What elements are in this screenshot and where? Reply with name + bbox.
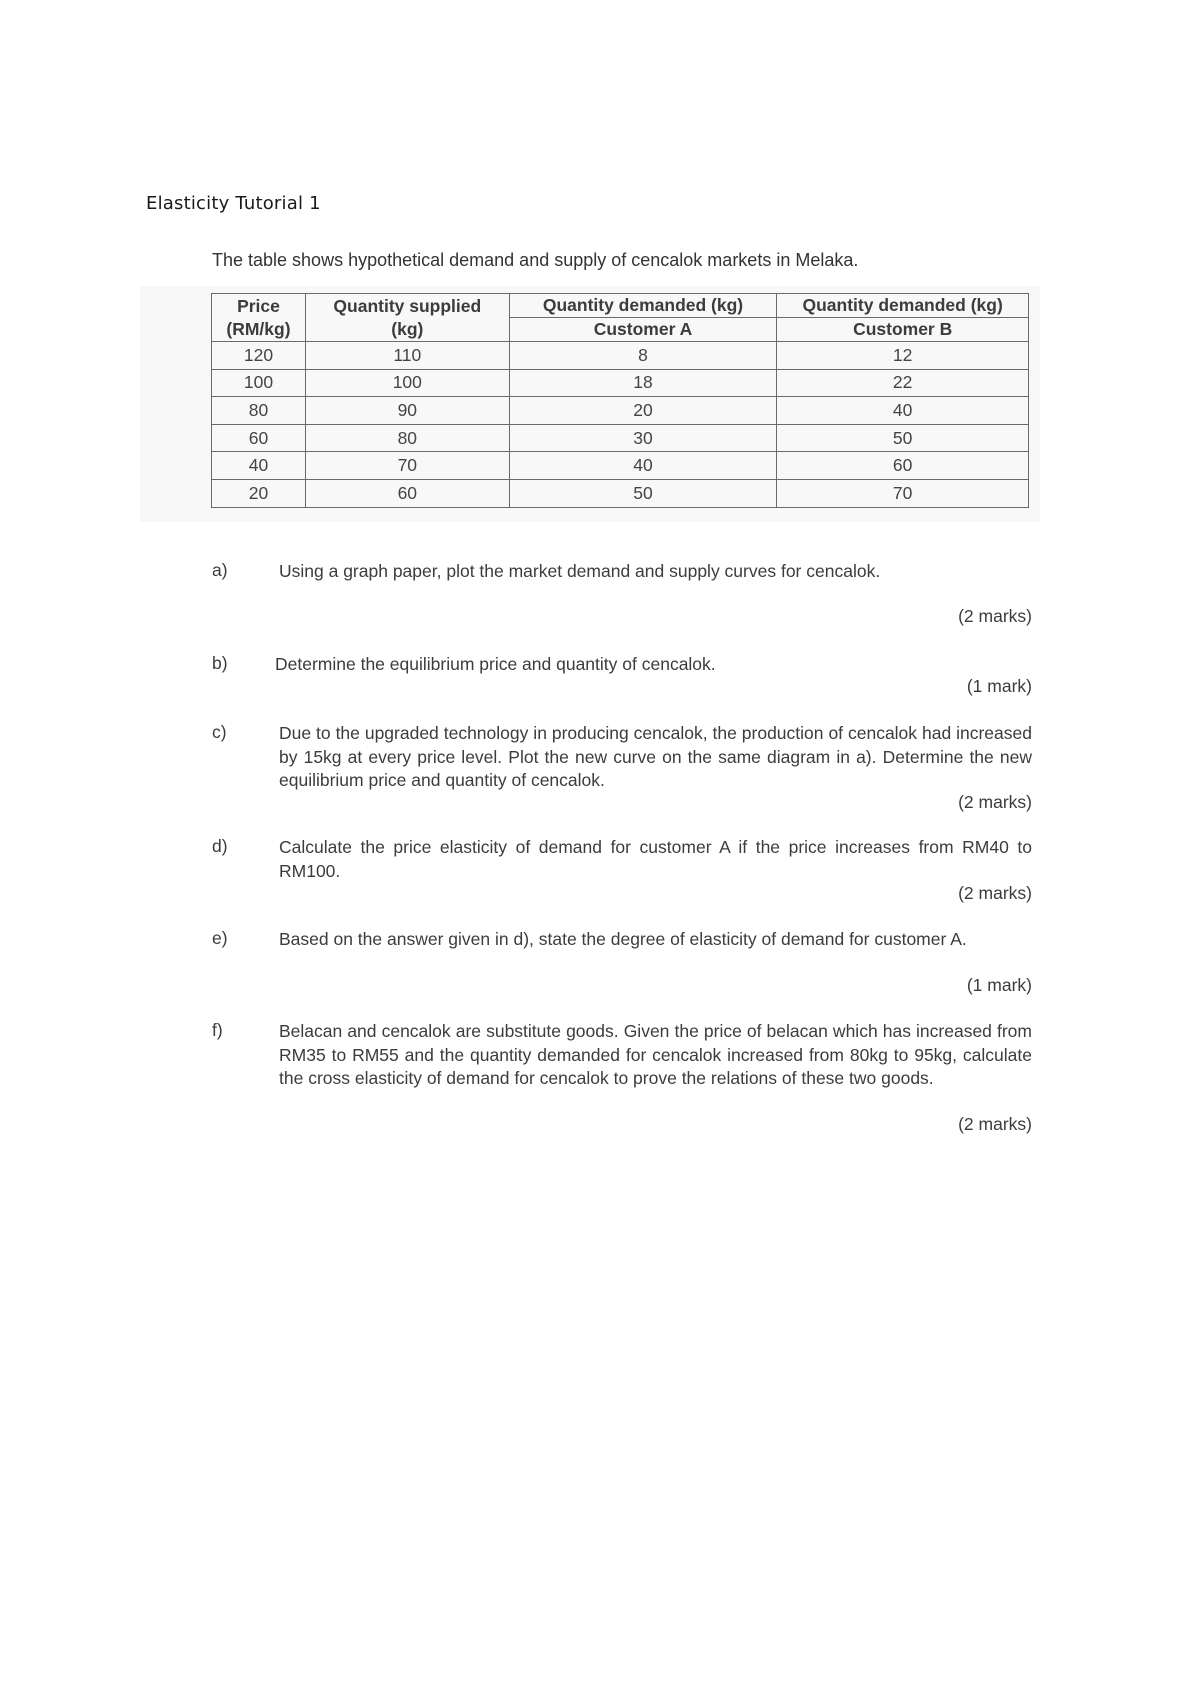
cell-price: 80 — [212, 397, 306, 425]
cell-supplied: 110 — [305, 342, 509, 370]
table-row — [212, 452, 1029, 480]
question-text: Calculate the price elasticity of demand for customer A if the price increases from RM40 to RM100. — [279, 837, 1032, 881]
cell-supplied: 100 — [305, 369, 509, 397]
question-marks: (2 marks) — [958, 1114, 1032, 1134]
question-marks: (2 marks) — [958, 606, 1032, 626]
cell-price: 100 — [212, 369, 306, 397]
cell-price: 40 — [212, 452, 306, 480]
question-marks: (1 mark) — [966, 676, 1032, 696]
question-marks: (2 marks) — [958, 883, 1032, 903]
question-label: f) — [212, 1020, 223, 1040]
table-row — [212, 369, 1029, 397]
question-text: Belacan and cencalok are substitute goods. Given the price of belacan which has increased from RM35 to RM55 and the quantity demanded for cencalok increased from 80kg to 95kg, calculate the cross elasticity of demand for cencalok to prove the relations of these two goods. — [279, 1021, 1032, 1088]
cell-demand-a: 8 — [509, 342, 777, 370]
question-label: d) — [212, 836, 228, 856]
cell-demand-b: 50 — [777, 424, 1029, 452]
cell-demand-a: 40 — [509, 452, 777, 480]
cell-supplied: 80 — [305, 424, 509, 452]
header-demand-b: Quantity demanded (kg) — [777, 294, 1029, 318]
question-label: c) — [212, 722, 227, 742]
header-customer-a: Customer A — [509, 318, 777, 342]
cell-demand-a: 30 — [509, 424, 777, 452]
question-text: Determine the equilibrium price and quantity of cencalok. — [275, 654, 716, 674]
cell-demand-a: 20 — [509, 397, 777, 425]
intro-text: The table shows hypothetical demand and supply of cencalok markets in Melaka. — [212, 250, 859, 270]
cell-demand-b: 12 — [777, 342, 1029, 370]
table-row — [212, 342, 1029, 370]
question-text: Based on the answer given in d), state the degree of elasticity of demand for customer A. — [279, 929, 967, 949]
data-table — [211, 293, 1029, 508]
cell-price: 20 — [212, 479, 306, 507]
header-demand-a: Quantity demanded (kg) — [509, 294, 777, 318]
cell-supplied: 60 — [305, 479, 509, 507]
cell-demand-a: 50 — [509, 479, 777, 507]
question-label: b) — [212, 653, 228, 673]
table-row — [212, 479, 1029, 507]
header-price: Price (RM/kg) — [212, 294, 306, 342]
cell-supplied: 70 — [305, 452, 509, 480]
table-row — [212, 397, 1029, 425]
header-quantity-supplied: Quantity supplied (kg) — [305, 294, 509, 342]
table-row — [212, 424, 1029, 452]
cell-demand-b: 22 — [777, 369, 1029, 397]
cell-demand-a: 18 — [509, 369, 777, 397]
question-label: a) — [212, 560, 228, 580]
cell-price: 120 — [212, 342, 306, 370]
cell-price: 60 — [212, 424, 306, 452]
question-text: Using a graph paper, plot the market demand and supply curves for cencalok. — [279, 561, 881, 581]
question-label: e) — [212, 928, 228, 948]
cell-supplied: 90 — [305, 397, 509, 425]
cell-demand-b: 40 — [777, 397, 1029, 425]
header-customer-b: Customer B — [777, 318, 1029, 342]
question-marks: (2 marks) — [958, 792, 1032, 812]
question-marks: (1 mark) — [966, 975, 1032, 995]
header-row — [212, 294, 1029, 318]
cell-demand-b: 70 — [777, 479, 1029, 507]
page-title: Elasticity Tutorial 1 — [146, 193, 321, 214]
cell-demand-b: 60 — [777, 452, 1029, 480]
question-text: Due to the upgraded technology in producing cencalok, the production of cencalok had increased by 15kg at every price level. Plot the new curve on the same diagram in a). Determine the new equilibrium price and quantity of cencalok. — [279, 723, 1032, 790]
